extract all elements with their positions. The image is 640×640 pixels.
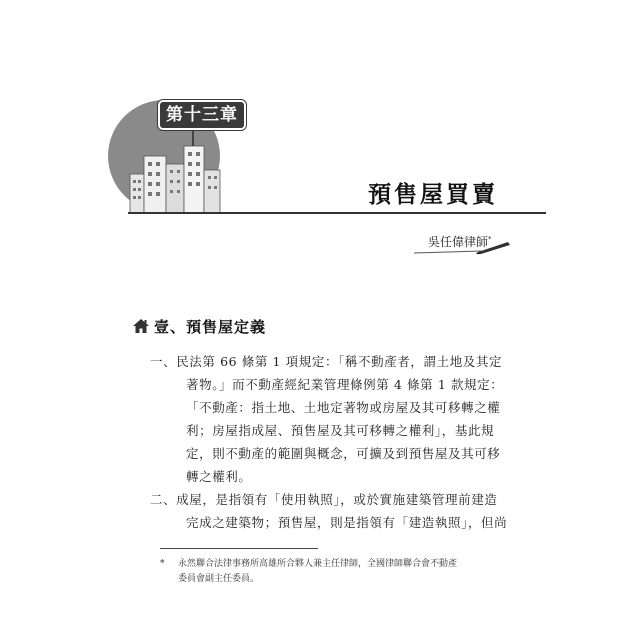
footnote	[160, 557, 520, 587]
footnote-mark: *	[160, 559, 165, 569]
text-line: 轉之權利。	[186, 469, 252, 484]
section-title: 壹、預售屋定義	[154, 317, 267, 336]
body-text	[150, 350, 508, 534]
text-line: 著物。」而不動產經紀業管理條例第 4 條第 1 款規定：	[186, 377, 504, 392]
footnote-text: 委員會副主任委員。	[178, 574, 260, 584]
chapter-title: 預售屋買賣	[368, 181, 498, 208]
footnote-text: 永然聯合法律事務所高雄所合夥人兼主任律師，全國律師聯合會不動產	[178, 559, 458, 569]
home-icon	[132, 318, 150, 334]
text-line: 利；房屋指成屋、預售屋及其可移轉之權利」，基此規	[186, 423, 495, 438]
chapter-label: 第十三章	[160, 102, 244, 128]
pen-icon	[412, 240, 512, 256]
title-divider	[128, 212, 546, 214]
text-line: 二、成屋，是指領有「使用執照」，或於實施建築管理前建造	[150, 492, 498, 507]
footnote-divider	[160, 548, 318, 549]
text-line: 一、民法第 66 條第 1 項規定：「稱不動產者，謂土地及其定	[150, 354, 503, 369]
text-line: 定，則不動產的範圍與概念，可擴及到預售屋及其可移	[186, 446, 501, 461]
author-footnote-mark: *	[488, 235, 492, 243]
section-heading	[132, 316, 266, 336]
author-name: 吳任偉律師	[428, 235, 489, 249]
text-line: 「不動產：指土地、土地定著物或房屋及其可移轉之權	[186, 400, 501, 415]
text-line: 完成之建築物；預售屋，則是指領有「建造執照」，但尚	[186, 515, 508, 530]
